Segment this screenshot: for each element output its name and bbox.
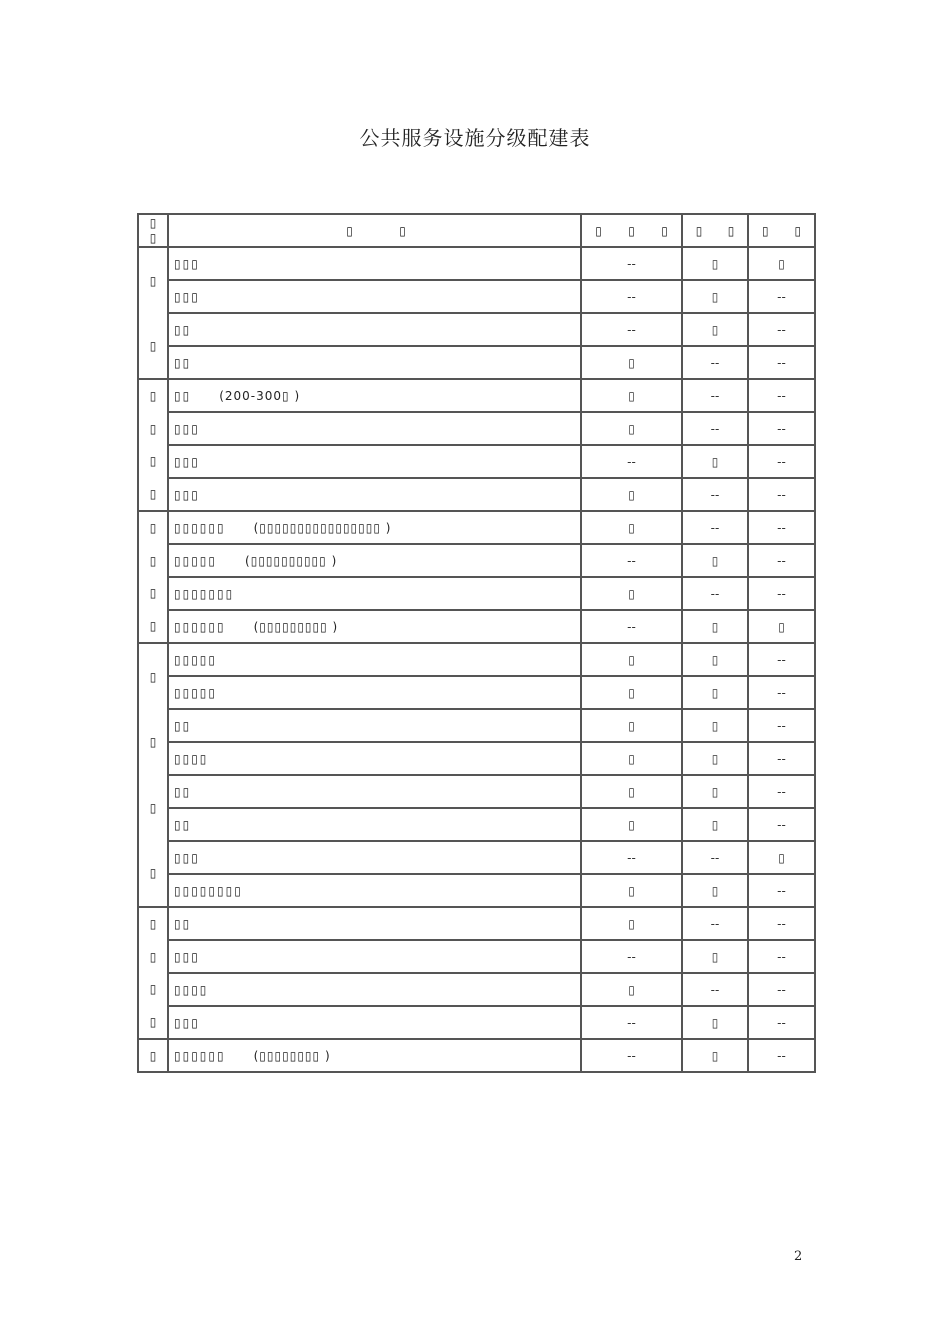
table-row bbox=[138, 412, 815, 445]
level-a-cell bbox=[581, 478, 682, 511]
level-a-mark: -- bbox=[627, 553, 636, 568]
level-b-cell bbox=[682, 1039, 748, 1072]
level-b-mark: ▯ bbox=[711, 718, 719, 733]
level-a-cell bbox=[581, 907, 682, 940]
level-b-mark: ▯ bbox=[711, 619, 719, 634]
level-c-cell bbox=[748, 511, 815, 544]
category-char: ▯ bbox=[149, 273, 157, 288]
table-row bbox=[138, 511, 815, 544]
category-cell bbox=[138, 511, 168, 643]
level-c-mark: -- bbox=[777, 685, 786, 700]
level-c-mark: -- bbox=[777, 553, 786, 568]
category-char: ▯ bbox=[149, 338, 157, 353]
level-a-cell bbox=[581, 577, 682, 610]
level-c-mark: -- bbox=[777, 487, 786, 502]
level-c-cell bbox=[748, 247, 815, 280]
header-col-b-char: ▯ bbox=[695, 223, 703, 238]
facility-name-text: ▯▯ bbox=[174, 355, 192, 370]
facility-name bbox=[168, 544, 581, 577]
table-row bbox=[138, 709, 815, 742]
level-c-mark: -- bbox=[777, 355, 786, 370]
table-row bbox=[138, 247, 815, 280]
level-b-cell bbox=[682, 808, 748, 841]
table-row bbox=[138, 280, 815, 313]
level-b-mark: ▯ bbox=[711, 949, 719, 964]
level-c-mark: -- bbox=[777, 1015, 786, 1030]
level-b-mark: -- bbox=[710, 388, 720, 403]
level-b-cell bbox=[682, 676, 748, 709]
level-a-mark: ▯ bbox=[628, 751, 635, 766]
facility-name-text: ▯▯▯▯▯▯▯▯ bbox=[174, 883, 243, 898]
header-col-c-char: ▯ bbox=[794, 223, 802, 238]
level-c-cell bbox=[748, 412, 815, 445]
level-a-mark: -- bbox=[627, 850, 636, 865]
level-a-cell bbox=[581, 379, 682, 412]
facility-name bbox=[168, 379, 581, 412]
facility-name bbox=[168, 1039, 581, 1072]
level-c-cell bbox=[748, 907, 815, 940]
level-b-mark: ▯ bbox=[711, 784, 719, 799]
facility-note: (▯▯▯▯▯▯▯▯▯ ) bbox=[253, 619, 339, 634]
header-col-c bbox=[748, 214, 815, 247]
level-b-mark: -- bbox=[710, 586, 720, 601]
level-a-mark: -- bbox=[627, 1048, 636, 1063]
level-c-mark: ▯ bbox=[778, 619, 785, 634]
facility-name-text: ▯▯▯▯▯▯▯ bbox=[174, 586, 235, 601]
level-c-cell bbox=[748, 940, 815, 973]
level-a-cell bbox=[581, 808, 682, 841]
facility-name bbox=[168, 412, 581, 445]
level-c-mark: ▯ bbox=[778, 256, 785, 271]
level-c-mark: -- bbox=[777, 586, 786, 601]
level-b-cell bbox=[682, 610, 748, 643]
header-name-char: ▯ bbox=[346, 223, 355, 238]
level-c-cell bbox=[748, 577, 815, 610]
category-cell bbox=[138, 247, 168, 379]
level-b-cell bbox=[682, 1006, 748, 1039]
level-c-mark: -- bbox=[777, 817, 786, 832]
facility-name bbox=[168, 709, 581, 742]
level-c-mark: -- bbox=[777, 751, 786, 766]
facility-name-text: ▯▯ bbox=[174, 388, 192, 403]
table-row bbox=[138, 346, 815, 379]
facility-name-text: ▯▯▯ bbox=[174, 1015, 200, 1030]
level-c-mark: -- bbox=[777, 289, 786, 304]
facility-name-text: ▯▯▯▯▯ bbox=[174, 553, 218, 568]
facility-name-text: ▯▯▯ bbox=[174, 487, 200, 502]
facility-note: (▯▯▯▯▯▯▯▯▯▯▯▯▯▯▯▯ ) bbox=[253, 520, 392, 535]
level-c-cell bbox=[748, 973, 815, 1006]
header-col-a-char: ▯ bbox=[661, 223, 668, 238]
category-char: ▯ bbox=[149, 866, 157, 881]
level-a-cell bbox=[581, 709, 682, 742]
category-char: ▯ bbox=[149, 586, 157, 601]
level-b-cell bbox=[682, 841, 748, 874]
facility-name-text: ▯▯ bbox=[174, 718, 192, 733]
level-b-cell bbox=[682, 247, 748, 280]
level-b-mark: -- bbox=[710, 982, 720, 997]
level-b-cell bbox=[682, 907, 748, 940]
facility-name-text: ▯▯▯▯ bbox=[174, 982, 209, 997]
facility-name bbox=[168, 973, 581, 1006]
level-b-mark: -- bbox=[710, 850, 720, 865]
facility-name-text: ▯▯▯▯▯▯ bbox=[174, 1048, 226, 1063]
facility-name-text: ▯▯ bbox=[174, 817, 192, 832]
page-title: 公共服务设施分级配建表 bbox=[359, 126, 591, 150]
level-b-mark: ▯ bbox=[711, 553, 719, 568]
facility-name-text: ▯▯▯ bbox=[174, 850, 200, 865]
level-a-mark: ▯ bbox=[628, 784, 635, 799]
level-b-mark: ▯ bbox=[711, 454, 719, 469]
facility-name bbox=[168, 775, 581, 808]
facility-name bbox=[168, 742, 581, 775]
category-char: ▯ bbox=[149, 1014, 157, 1029]
level-a-cell bbox=[581, 247, 682, 280]
header-col-a bbox=[581, 214, 682, 247]
facility-name-text: ▯▯ bbox=[174, 784, 192, 799]
level-c-cell bbox=[748, 610, 815, 643]
facility-name bbox=[168, 808, 581, 841]
level-a-mark: ▯ bbox=[628, 586, 635, 601]
level-b-cell bbox=[682, 412, 748, 445]
category-cell bbox=[138, 1039, 168, 1072]
level-c-cell bbox=[748, 379, 815, 412]
level-a-cell bbox=[581, 445, 682, 478]
facility-name bbox=[168, 940, 581, 973]
level-a-mark: ▯ bbox=[628, 685, 635, 700]
category-cell bbox=[138, 379, 168, 511]
table-row bbox=[138, 808, 815, 841]
table-row bbox=[138, 577, 815, 610]
level-a-cell bbox=[581, 676, 682, 709]
level-c-mark: -- bbox=[777, 949, 786, 964]
level-c-mark: -- bbox=[777, 982, 786, 997]
level-b-cell bbox=[682, 511, 748, 544]
category-char: ▯ bbox=[149, 949, 157, 964]
facility-name-text: ▯▯▯▯▯ bbox=[174, 652, 218, 667]
header-col-a-char: ▯ bbox=[595, 223, 602, 238]
level-c-mark: -- bbox=[777, 784, 786, 799]
category-char: ▯ bbox=[149, 454, 157, 469]
facility-name-text: ▯▯ bbox=[174, 322, 192, 337]
level-c-cell bbox=[748, 643, 815, 676]
level-a-mark: -- bbox=[627, 619, 636, 634]
level-a-mark: ▯ bbox=[628, 421, 635, 436]
level-c-cell bbox=[748, 709, 815, 742]
level-b-mark: ▯ bbox=[711, 1015, 719, 1030]
level-a-cell bbox=[581, 874, 682, 907]
header-col-b-char: ▯ bbox=[727, 223, 735, 238]
header-category bbox=[138, 214, 168, 247]
level-b-cell bbox=[682, 478, 748, 511]
table-row bbox=[138, 907, 815, 940]
facility-name-text: ▯▯▯ bbox=[174, 256, 200, 271]
level-a-cell bbox=[581, 973, 682, 1006]
header-col-b bbox=[682, 214, 748, 247]
category-char: ▯ bbox=[149, 389, 157, 404]
level-a-mark: ▯ bbox=[628, 652, 635, 667]
level-b-mark: ▯ bbox=[711, 751, 719, 766]
level-a-cell bbox=[581, 940, 682, 973]
level-c-cell bbox=[748, 742, 815, 775]
category-char: ▯ bbox=[149, 421, 157, 436]
table-row bbox=[138, 1006, 815, 1039]
level-a-cell bbox=[581, 775, 682, 808]
level-a-cell bbox=[581, 313, 682, 346]
header-category-char: ▯ bbox=[149, 215, 157, 230]
level-b-mark: ▯ bbox=[711, 1048, 719, 1063]
facility-name bbox=[168, 676, 581, 709]
facility-name-text: ▯▯▯ bbox=[174, 421, 200, 436]
category-char: ▯ bbox=[149, 917, 157, 932]
header-col-a-char: ▯ bbox=[628, 223, 635, 238]
level-b-mark: -- bbox=[710, 487, 720, 502]
level-a-mark: -- bbox=[627, 322, 636, 337]
table-row bbox=[138, 973, 815, 1006]
level-c-mark: -- bbox=[777, 883, 786, 898]
category-char: ▯ bbox=[149, 669, 157, 684]
facility-name bbox=[168, 445, 581, 478]
level-a-mark: ▯ bbox=[628, 883, 635, 898]
level-c-cell bbox=[748, 1006, 815, 1039]
facility-note: (200-300▯ ) bbox=[219, 388, 301, 403]
facility-name bbox=[168, 874, 581, 907]
header-name bbox=[168, 214, 581, 247]
level-b-cell bbox=[682, 973, 748, 1006]
level-a-cell bbox=[581, 511, 682, 544]
category-cell bbox=[138, 907, 168, 1039]
level-b-cell bbox=[682, 346, 748, 379]
level-a-mark: ▯ bbox=[628, 817, 635, 832]
level-b-cell bbox=[682, 313, 748, 346]
level-b-cell bbox=[682, 940, 748, 973]
level-a-mark: -- bbox=[627, 289, 636, 304]
category-char: ▯ bbox=[149, 982, 157, 997]
level-a-cell bbox=[581, 544, 682, 577]
facility-name bbox=[168, 610, 581, 643]
facility-name bbox=[168, 247, 581, 280]
level-a-cell bbox=[581, 1006, 682, 1039]
header-category-char: ▯ bbox=[149, 231, 157, 246]
category-char: ▯ bbox=[149, 553, 157, 568]
level-b-mark: -- bbox=[710, 916, 720, 931]
level-a-mark: ▯ bbox=[628, 520, 635, 535]
facility-name-text: ▯▯▯ bbox=[174, 949, 200, 964]
level-b-cell bbox=[682, 643, 748, 676]
level-b-mark: -- bbox=[710, 355, 720, 370]
table-row bbox=[138, 610, 815, 643]
level-a-mark: ▯ bbox=[628, 916, 635, 931]
level-c-cell bbox=[748, 874, 815, 907]
level-c-mark: -- bbox=[777, 388, 786, 403]
facility-name-text: ▯▯▯▯▯▯ bbox=[174, 619, 226, 634]
level-b-cell bbox=[682, 709, 748, 742]
level-c-mark: -- bbox=[777, 1048, 786, 1063]
header-col-c-char: ▯ bbox=[761, 223, 769, 238]
table-row bbox=[138, 379, 815, 412]
level-a-mark: ▯ bbox=[628, 388, 635, 403]
facility-name bbox=[168, 907, 581, 940]
level-b-cell bbox=[682, 544, 748, 577]
level-c-mark: -- bbox=[777, 520, 786, 535]
category-cell bbox=[138, 643, 168, 907]
level-c-cell bbox=[748, 841, 815, 874]
facility-name-text: ▯▯▯▯▯ bbox=[174, 685, 218, 700]
facility-name bbox=[168, 643, 581, 676]
page-number: 2 bbox=[794, 1249, 803, 1264]
level-a-cell bbox=[581, 742, 682, 775]
level-b-mark: -- bbox=[710, 520, 720, 535]
facility-name-text: ▯▯▯▯▯▯ bbox=[174, 520, 226, 535]
level-a-mark: ▯ bbox=[628, 355, 635, 370]
level-c-cell bbox=[748, 676, 815, 709]
level-a-cell bbox=[581, 643, 682, 676]
table-row bbox=[138, 1039, 815, 1072]
level-c-mark: -- bbox=[777, 652, 786, 667]
level-c-mark: -- bbox=[777, 718, 786, 733]
level-b-cell bbox=[682, 874, 748, 907]
category-char: ▯ bbox=[149, 735, 157, 750]
level-b-mark: ▯ bbox=[711, 883, 719, 898]
table-row bbox=[138, 544, 815, 577]
facility-name bbox=[168, 1006, 581, 1039]
level-a-mark: -- bbox=[627, 256, 636, 271]
table-row bbox=[138, 676, 815, 709]
facility-name-text: ▯▯▯ bbox=[174, 289, 200, 304]
table-row bbox=[138, 478, 815, 511]
level-c-mark: -- bbox=[777, 916, 786, 931]
level-a-mark: -- bbox=[627, 454, 636, 469]
level-a-mark: ▯ bbox=[628, 487, 635, 502]
level-b-cell bbox=[682, 280, 748, 313]
level-c-cell bbox=[748, 808, 815, 841]
table-row bbox=[138, 775, 815, 808]
facility-name bbox=[168, 280, 581, 313]
table-row bbox=[138, 643, 815, 676]
table-row bbox=[138, 445, 815, 478]
level-b-mark: ▯ bbox=[711, 817, 719, 832]
level-b-mark: ▯ bbox=[711, 256, 719, 271]
level-c-cell bbox=[748, 346, 815, 379]
level-c-cell bbox=[748, 280, 815, 313]
level-a-mark: -- bbox=[627, 1015, 636, 1030]
level-a-cell bbox=[581, 280, 682, 313]
facility-name bbox=[168, 346, 581, 379]
level-a-mark: ▯ bbox=[628, 982, 635, 997]
category-char: ▯ bbox=[149, 1048, 157, 1063]
level-b-mark: ▯ bbox=[711, 652, 719, 667]
level-b-cell bbox=[682, 379, 748, 412]
level-c-cell bbox=[748, 544, 815, 577]
level-c-cell bbox=[748, 775, 815, 808]
level-c-cell bbox=[748, 445, 815, 478]
facility-name bbox=[168, 313, 581, 346]
level-c-mark: ▯ bbox=[778, 850, 785, 865]
table-header-row bbox=[138, 214, 815, 247]
level-a-mark: ▯ bbox=[628, 718, 635, 733]
level-a-cell bbox=[581, 1039, 682, 1072]
facility-name bbox=[168, 841, 581, 874]
table-row bbox=[138, 742, 815, 775]
level-a-mark: -- bbox=[627, 949, 636, 964]
facility-name bbox=[168, 511, 581, 544]
level-a-cell bbox=[581, 610, 682, 643]
facility-name bbox=[168, 577, 581, 610]
level-a-cell bbox=[581, 412, 682, 445]
facility-name-text: ▯▯▯ bbox=[174, 454, 200, 469]
table-row bbox=[138, 940, 815, 973]
level-b-mark: ▯ bbox=[711, 289, 719, 304]
table-row bbox=[138, 874, 815, 907]
level-c-mark: -- bbox=[777, 322, 786, 337]
level-b-mark: ▯ bbox=[711, 685, 719, 700]
facility-name bbox=[168, 478, 581, 511]
category-char: ▯ bbox=[149, 521, 157, 536]
category-char: ▯ bbox=[149, 618, 157, 633]
level-b-mark: ▯ bbox=[711, 322, 719, 337]
category-char: ▯ bbox=[149, 486, 157, 501]
facility-table bbox=[137, 213, 816, 1073]
category-char: ▯ bbox=[149, 800, 157, 815]
level-c-mark: -- bbox=[777, 421, 786, 436]
level-b-cell bbox=[682, 577, 748, 610]
level-b-cell bbox=[682, 775, 748, 808]
level-c-mark: -- bbox=[777, 454, 786, 469]
table-row bbox=[138, 841, 815, 874]
level-c-cell bbox=[748, 1039, 815, 1072]
facility-note: (▯▯▯▯▯▯▯▯▯▯ ) bbox=[245, 553, 338, 568]
level-b-cell bbox=[682, 445, 748, 478]
level-a-cell bbox=[581, 346, 682, 379]
facility-name-text: ▯▯▯▯ bbox=[174, 751, 209, 766]
level-a-cell bbox=[581, 841, 682, 874]
facility-note: (▯▯▯▯▯▯▯▯ ) bbox=[253, 1048, 331, 1063]
level-b-cell bbox=[682, 742, 748, 775]
level-c-cell bbox=[748, 313, 815, 346]
facility-name-text: ▯▯ bbox=[174, 916, 192, 931]
header-name-char: ▯ bbox=[399, 223, 408, 238]
table-row bbox=[138, 313, 815, 346]
level-c-cell bbox=[748, 478, 815, 511]
level-b-mark: -- bbox=[710, 421, 720, 436]
